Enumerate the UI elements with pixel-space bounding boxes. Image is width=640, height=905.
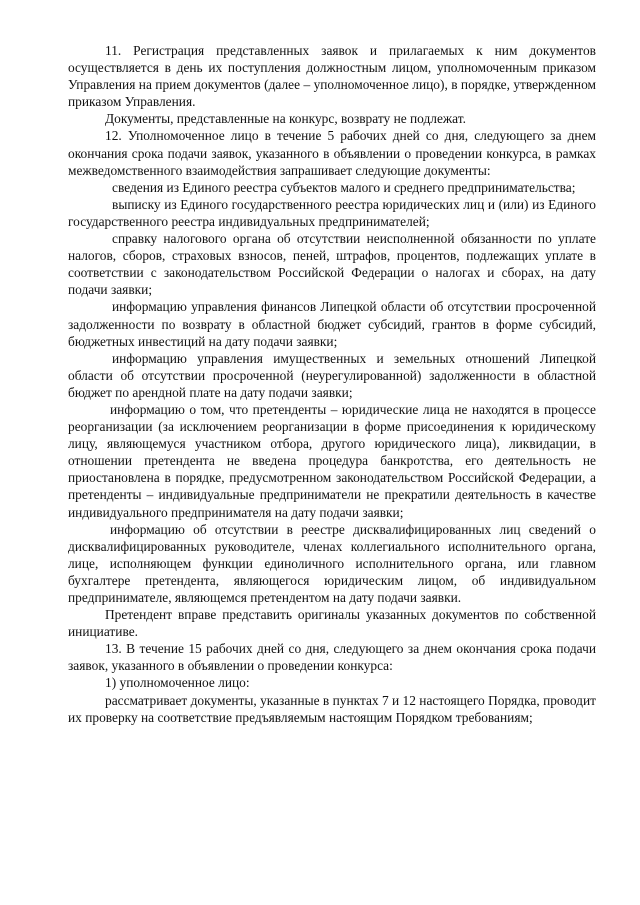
list-item-tax-certificate: справку налогового органа об отсутствии неисполненной обязанности по уплате налогов, сборов, страховых взносов, пеней, штрафов, процентов, подлежащих уплате в соответствии с законодательством Российской Федерации о налогах и сборах, на дату подачи заявки;: [68, 231, 596, 298]
list-item-reorganization-info: информацию о том, что претенденты – юридические лица не находятся в процессе реорганизации (за исключением реорганизации в форме присоединения к юридическому лицу, являющемуся участником отбора, другого юридического лица), ликвидации, в отношении претендента не введена процедура банкротства, его деятельность не приостановлена в порядке, предусмотренном законодательством Российской Федерации, а претенденты – индивидуальные предприниматели не прекратили деятельность в качестве индивидуального предпринимателя на дату подачи заявки;: [68, 401, 596, 520]
document-body: [68, 42, 596, 726]
paragraph-originals-optional: Претендент вправе представить оригиналы указанных документов по собственной инициативе.: [68, 607, 596, 640]
paragraph-13-review-period: 13. В течение 15 рабочих дней со дня, следующего за днем окончания срока подачи заявок, указанного в объявлении о проведении конкурса:: [68, 641, 596, 674]
paragraph-13-review-documents: рассматривает документы, указанные в пунктах 7 и 12 настоящего Порядка, проводит их проверку на соответствие предъявляемым настоящим Порядком требованиям;: [68, 692, 596, 725]
paragraph-12-requests: 12. Уполномоченное лицо в течение 5 рабочих дней со дня, следующего за днем окончания срока подачи заявок, указанного в объявлении о проведении конкурса, в рамках межведомственного взаимодействия запрашивает следующие документы:: [68, 128, 596, 178]
list-item-sme-register: сведения из Единого реестра субъектов малого и среднего предпринимательства;: [112, 179, 576, 195]
paragraph-11-registration: 11. Регистрация представленных заявок и прилагаемых к ним документов осуществляется в день их поступления должностным лицом, уполномоченным приказом Управления на прием документов (далее – уполномоченное лицо), в порядке, утвержденном приказом Управления.: [68, 43, 596, 110]
paragraph-13-item-1: 1) уполномоченное лицо:: [105, 675, 250, 691]
paragraph-documents-not-returned: Документы, представленные на конкурс, возврату не подлежат.: [105, 111, 466, 127]
list-item-property-info: информацию управления имущественных и земельных отношений Липецкой области об отсутствии просроченной (неурегулированной) задолженности в областной бюджет по арендной плате на дату подачи заявки;: [68, 350, 596, 400]
list-item-state-register-extract: выписку из Единого государственного реестра юридических лиц и (или) из Единого государственного реестра индивидуальных предпринимателей;: [68, 196, 596, 229]
list-item-disqualification-info: информацию об отсутствии в реестре дисквалифицированных лиц сведений о дисквалифицированных руководителе, членах коллегиального исполнительного органа, лице, исполняющем функции единоличного исполнительного органа, или главном бухгалтере претендента, являющегося юридическим лицом, об индивидуальном предпринимателе, являющемся претендентом на дату подачи заявки.: [68, 521, 596, 605]
list-item-finance-info: информацию управления финансов Липецкой области об отсутствии просроченной задолженности по возврату в областной бюджет субсидий, грантов в форме субсидий, бюджетных инвестиций на дату подачи заявки;: [68, 299, 596, 349]
